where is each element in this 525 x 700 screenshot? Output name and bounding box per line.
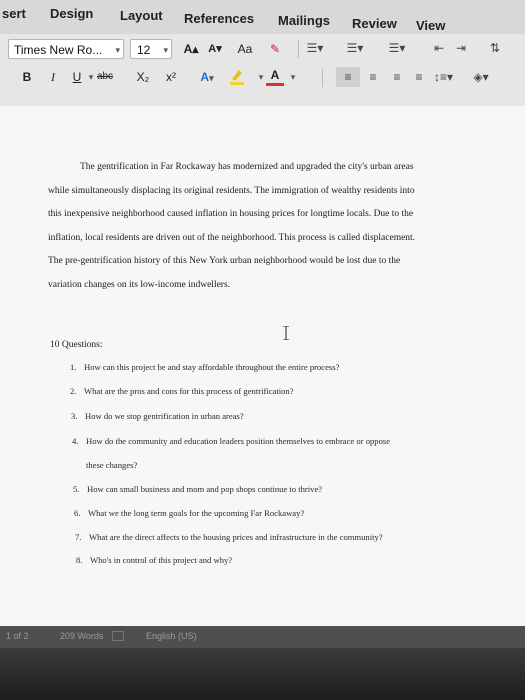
font-name-select[interactable] bbox=[8, 39, 124, 59]
sort-icon[interactable]: ⇅ bbox=[489, 41, 501, 55]
list-item-number: 7. bbox=[75, 532, 82, 542]
status-bar bbox=[0, 626, 525, 648]
list-item-text: these changes? bbox=[86, 460, 138, 470]
list-item-number: 5. bbox=[73, 484, 80, 494]
chevron-down-icon[interactable]: ▾ bbox=[88, 72, 94, 82]
tab-view[interactable]: View bbox=[416, 18, 446, 33]
superscript-button[interactable]: x² bbox=[166, 70, 176, 84]
bold-button[interactable]: B bbox=[22, 70, 32, 84]
highlight-color-icon[interactable] bbox=[228, 67, 246, 87]
formatting-toolbar bbox=[0, 34, 525, 107]
tab-layout[interactable]: Layout bbox=[120, 8, 163, 23]
divider bbox=[298, 40, 299, 58]
paragraph-line: variation changes on its low-income indwellers. bbox=[48, 279, 231, 290]
justify-icon[interactable]: ≡ bbox=[415, 70, 423, 84]
list-item bbox=[75, 532, 383, 542]
paragraph-line: this inexpensive neighborhood caused inflation in housing prices for longtime locals. Due to the bbox=[48, 209, 414, 220]
list-item-text: What are the pros and cons for this process of gentrification? bbox=[84, 386, 294, 396]
proofing-icon[interactable] bbox=[112, 631, 124, 641]
chevron-down-icon[interactable]: ▾ bbox=[258, 72, 264, 82]
list-item-number: 8. bbox=[76, 555, 83, 565]
list-item bbox=[74, 508, 304, 518]
desk-background bbox=[0, 648, 525, 700]
underline-button[interactable]: U bbox=[72, 70, 82, 84]
tab-insert[interactable]: sert bbox=[2, 6, 26, 21]
paragraph-line: The gentrification in Far Rockaway has modernized and upgraded the city's urban areas bbox=[80, 162, 414, 172]
grow-font-button[interactable]: A▴ bbox=[183, 42, 199, 56]
paragraph-line: inflation, local residents are driven out of the neighborhood. This process is called displacement. bbox=[48, 232, 416, 243]
list-item-text: What we the long term goals for the upcoming Far Rockaway? bbox=[88, 508, 305, 518]
bullets-icon[interactable]: ☰▾ bbox=[306, 41, 324, 55]
grow-font-label: A bbox=[183, 42, 193, 56]
italic-button[interactable]: I bbox=[51, 70, 55, 84]
shrink-font-button[interactable]: A▾ bbox=[208, 43, 222, 55]
subscript-button[interactable]: X₂ bbox=[136, 70, 150, 84]
text-effects-button[interactable]: A▾ bbox=[200, 70, 214, 84]
list-item bbox=[76, 555, 232, 565]
list-item bbox=[73, 484, 322, 494]
line-spacing-icon[interactable]: ↕≡▾ bbox=[434, 70, 454, 84]
chevron-down-icon: ▾ bbox=[163, 45, 168, 55]
increase-indent-icon[interactable]: ⇥ bbox=[455, 41, 467, 55]
decrease-indent-icon[interactable]: ⇤ bbox=[433, 41, 445, 55]
font-size-value: 12 bbox=[137, 43, 151, 57]
clear-formatting-icon[interactable]: ✎ bbox=[269, 42, 281, 56]
text-cursor-icon bbox=[283, 326, 289, 340]
list-item-number: 4. bbox=[72, 436, 79, 446]
list-item-text: How do the community and education leaders position themselves to embrace or oppose bbox=[86, 436, 391, 446]
list-item bbox=[72, 436, 390, 446]
font-name-value: Times New Ro... bbox=[14, 43, 103, 57]
language-indicator[interactable]: English (US) bbox=[146, 631, 197, 641]
paragraph-line: while simultaneously displacing its original residents. The immigration of wealthy residents into bbox=[48, 185, 415, 196]
strikethrough-button[interactable]: abc bbox=[96, 71, 114, 82]
questions-heading: 10 Questions: bbox=[50, 340, 103, 350]
divider bbox=[322, 69, 323, 87]
tab-references[interactable]: References bbox=[184, 11, 255, 26]
list-item-text: Who's in control of this project and why? bbox=[90, 555, 233, 565]
list-item bbox=[70, 386, 294, 396]
tab-review[interactable]: Review bbox=[352, 16, 397, 31]
word-count[interactable]: 209 Words bbox=[60, 631, 104, 641]
list-item bbox=[72, 460, 137, 470]
document-page[interactable] bbox=[0, 106, 525, 626]
text-effects-label: A bbox=[200, 70, 210, 84]
list-item bbox=[70, 362, 339, 372]
body-paragraph bbox=[48, 156, 478, 298]
tab-design[interactable]: Design bbox=[50, 6, 94, 21]
align-right-icon[interactable]: ≡ bbox=[393, 70, 401, 84]
align-left-icon[interactable]: ≡ bbox=[336, 67, 360, 87]
change-case-icon[interactable]: Aa bbox=[237, 42, 253, 56]
chevron-down-icon[interactable]: ▾ bbox=[290, 72, 296, 82]
align-center-icon[interactable]: ≡ bbox=[369, 70, 377, 84]
shading-icon[interactable]: ◈▾ bbox=[473, 70, 489, 84]
list-item bbox=[71, 411, 244, 421]
list-item-text: How can this project be and stay affordable throughout the entire process? bbox=[84, 362, 340, 372]
shrink-font-label: A bbox=[208, 43, 217, 55]
ribbon-tab-bar bbox=[0, 0, 525, 35]
font-size-select[interactable] bbox=[130, 39, 172, 59]
list-item-text: What are the direct affects to the housing prices and infrastructure in the community? bbox=[89, 532, 383, 542]
list-item-number: 1. bbox=[70, 362, 77, 372]
multilevel-list-icon[interactable]: ☰▾ bbox=[388, 41, 406, 55]
paragraph-line: The pre-gentrification history of this New York urban neighborhood would be lost due to the bbox=[48, 256, 401, 267]
tab-mailings[interactable]: Mailings bbox=[278, 13, 331, 28]
numbering-icon[interactable]: ☰▾ bbox=[346, 41, 364, 55]
list-item-text: How can small business and mom and pop shops continue to thrive? bbox=[87, 484, 323, 494]
list-item-text: How do we stop gentrification in urban areas? bbox=[85, 411, 244, 421]
list-item-number: 6. bbox=[74, 508, 81, 518]
font-color-button[interactable]: A bbox=[266, 67, 284, 86]
list-item-number: 3. bbox=[71, 411, 78, 421]
page-count[interactable]: 1 of 2 bbox=[6, 631, 29, 641]
chevron-down-icon: ▾ bbox=[115, 45, 120, 55]
list-item-number: 2. bbox=[70, 386, 77, 396]
